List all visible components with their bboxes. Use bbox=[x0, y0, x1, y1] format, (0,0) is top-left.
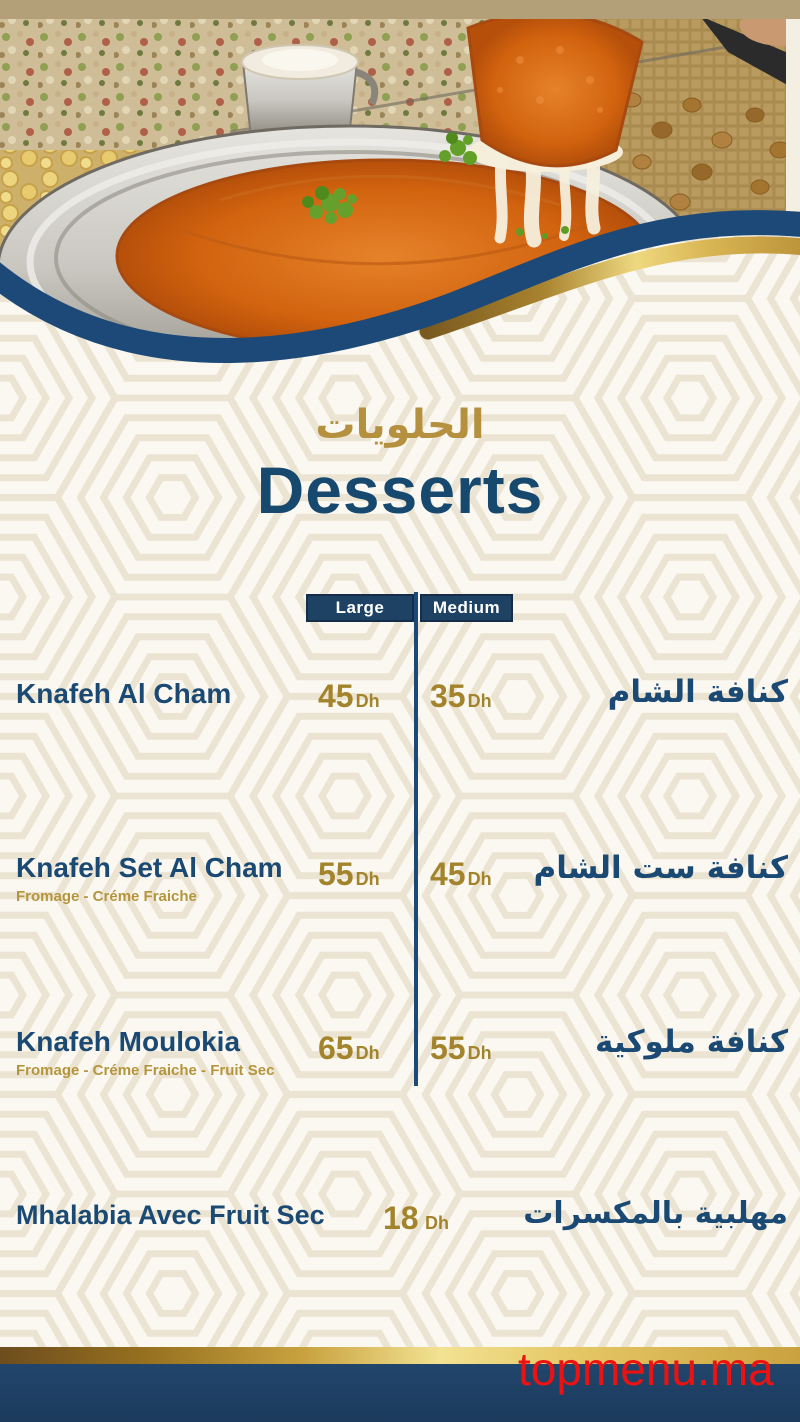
price-column-divider bbox=[414, 592, 418, 1086]
item-name-arabic: مهلبية بالمكسرات bbox=[523, 1196, 788, 1231]
item-price: 18 Dh bbox=[383, 1200, 450, 1236]
item-subtitle: Fromage - Créme Fraiche - Fruit Sec bbox=[16, 1062, 275, 1079]
item-subtitle: Fromage - Créme Fraiche bbox=[16, 888, 197, 905]
item-name: Knafeh Set Al Cham bbox=[16, 852, 283, 883]
item-name: Knafeh Moulokia bbox=[16, 1026, 241, 1057]
item-price-medium: 45 Dh bbox=[430, 856, 492, 892]
item-price-large: 45 Dh bbox=[318, 678, 380, 714]
item-name-arabic: كنافة ست الشام bbox=[533, 850, 788, 886]
column-header-large: Large bbox=[306, 594, 414, 622]
item-name: Mhalabia Avec Fruit Sec bbox=[16, 1200, 325, 1230]
item-name-arabic: كنافة الشام bbox=[607, 674, 788, 710]
menu-title-arabic: الحلويات bbox=[315, 402, 485, 448]
column-header-medium: Medium bbox=[420, 594, 513, 622]
item-price-large: 55 Dh bbox=[318, 856, 380, 892]
item-price-medium: 55 Dh bbox=[430, 1030, 492, 1066]
item-price-large: 65 Dh bbox=[318, 1030, 380, 1066]
watermark-link[interactable]: topmenu.ma bbox=[518, 1343, 774, 1395]
menu-title: Desserts bbox=[256, 453, 544, 527]
item-name: Knafeh Al Cham bbox=[16, 678, 232, 709]
item-name-arabic: كنافة ملوكية bbox=[595, 1024, 788, 1060]
item-price-medium: 35 Dh bbox=[430, 678, 492, 714]
